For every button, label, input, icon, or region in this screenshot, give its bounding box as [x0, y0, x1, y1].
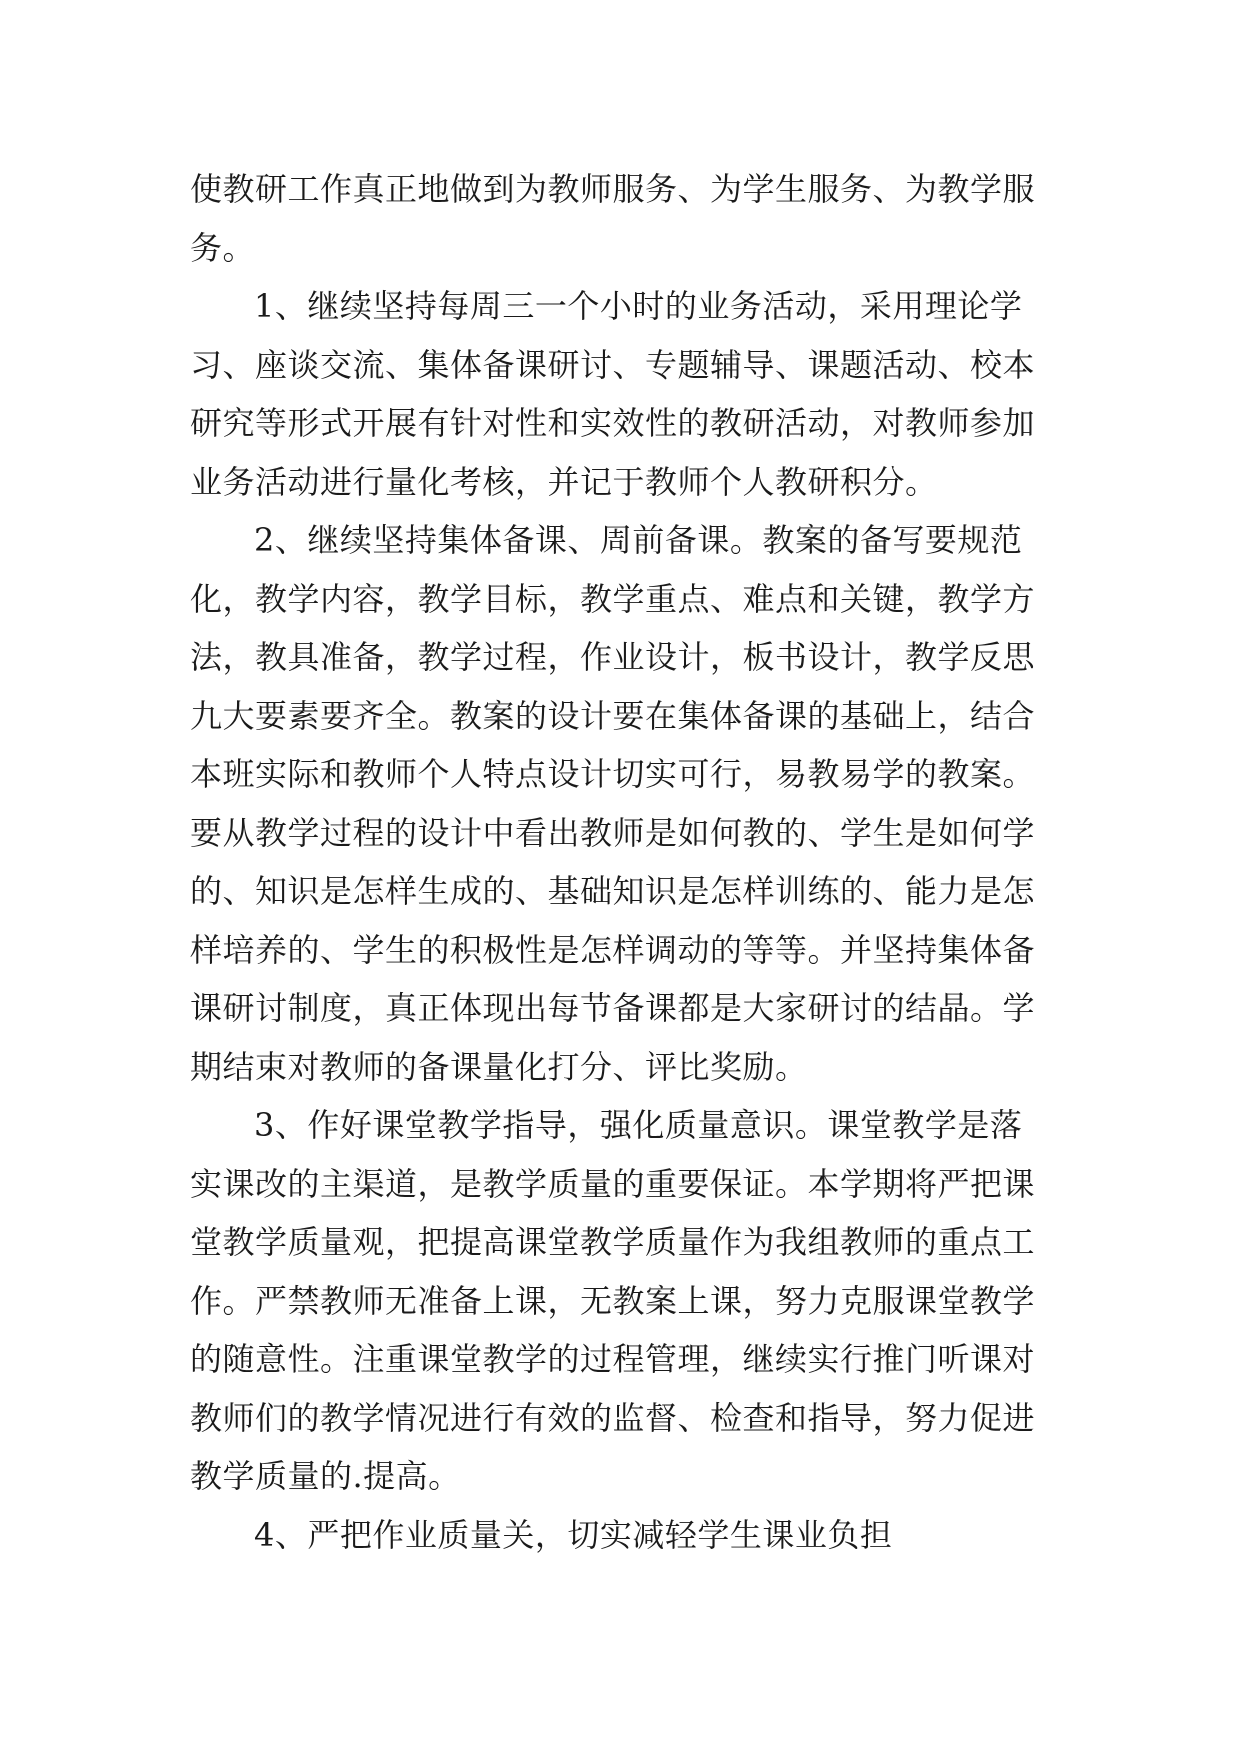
text-line: 堂教学质量观，把提高课堂教学质量作为我组教师的重点工 — [190, 1223, 1036, 1261]
text-line: 业务活动进行量化考核，并记于教师个人教研积分。 — [190, 462, 938, 501]
text-line: 教师们的教学情况进行有效的监督、检查和指导，努力促进 — [190, 1398, 1036, 1437]
text-line: 教学质量的.提高。 — [190, 1457, 461, 1495]
text-line: 的随意性。注重课堂教学的过程管理，继续实行推门听课对 — [190, 1340, 1036, 1378]
text-line: 习、座谈交流、集体备课研讨、专题辅导、课题活动、校本 — [190, 345, 1036, 384]
text-line: 样培养的、学生的积极性是怎样调动的等等。并坚持集体备 — [190, 930, 1036, 969]
text-line: 使教研工作真正地做到为教师服务、为学生服务、为教学服 — [190, 170, 1036, 208]
text-line: 本班实际和教师个人特点设计切实可行，易教易学的教案。 — [190, 755, 1036, 793]
text-line: 务。 — [190, 228, 256, 267]
paragraph-1-start: 1、继续坚持每周三一个小时的业务活动，采用理论学 — [254, 287, 1023, 325]
paragraph-3-start: 3、作好课堂教学指导，强化质量意识。课堂教学是落 — [254, 1106, 1023, 1144]
text-line: 要从教学过程的设计中看出教师是如何教的、学生是如何学 — [190, 813, 1036, 852]
text-line: 研究等形式开展有针对性和实效性的教研活动，对教师参加 — [190, 404, 1036, 442]
text-line: 化，教学内容，教学目标，教学重点、难点和关键，教学方 — [190, 579, 1036, 618]
text-line: 的、知识是怎样生成的、基础知识是怎样训练的、能力是怎 — [190, 872, 1036, 910]
paragraph-2-start: 2、继续坚持集体备课、周前备课。教案的备写要规范 — [254, 521, 1023, 559]
text-line: 作。严禁教师无准备上课，无教案上课，努力克服课堂教学 — [190, 1281, 1036, 1320]
text-line: 课研讨制度，真正体现出每节备课都是大家研讨的结晶。学 — [190, 989, 1036, 1027]
text-line: 法，教具准备，教学过程，作业设计，板书设计，教学反思 — [190, 638, 1036, 676]
text-line: 实课改的主渠道，是教学质量的重要保证。本学期将严把课 — [190, 1164, 1036, 1203]
document-body — [190, 160, 1060, 1564]
text-line: 期结束对教师的备课量化打分、评比奖励。 — [190, 1047, 808, 1086]
paragraph-4-start: 4、严把作业质量关，切实减轻学生课业负担 — [254, 1515, 893, 1554]
text-line: 九大要素要齐全。教案的设计要在集体备课的基础上，结合 — [190, 696, 1036, 735]
